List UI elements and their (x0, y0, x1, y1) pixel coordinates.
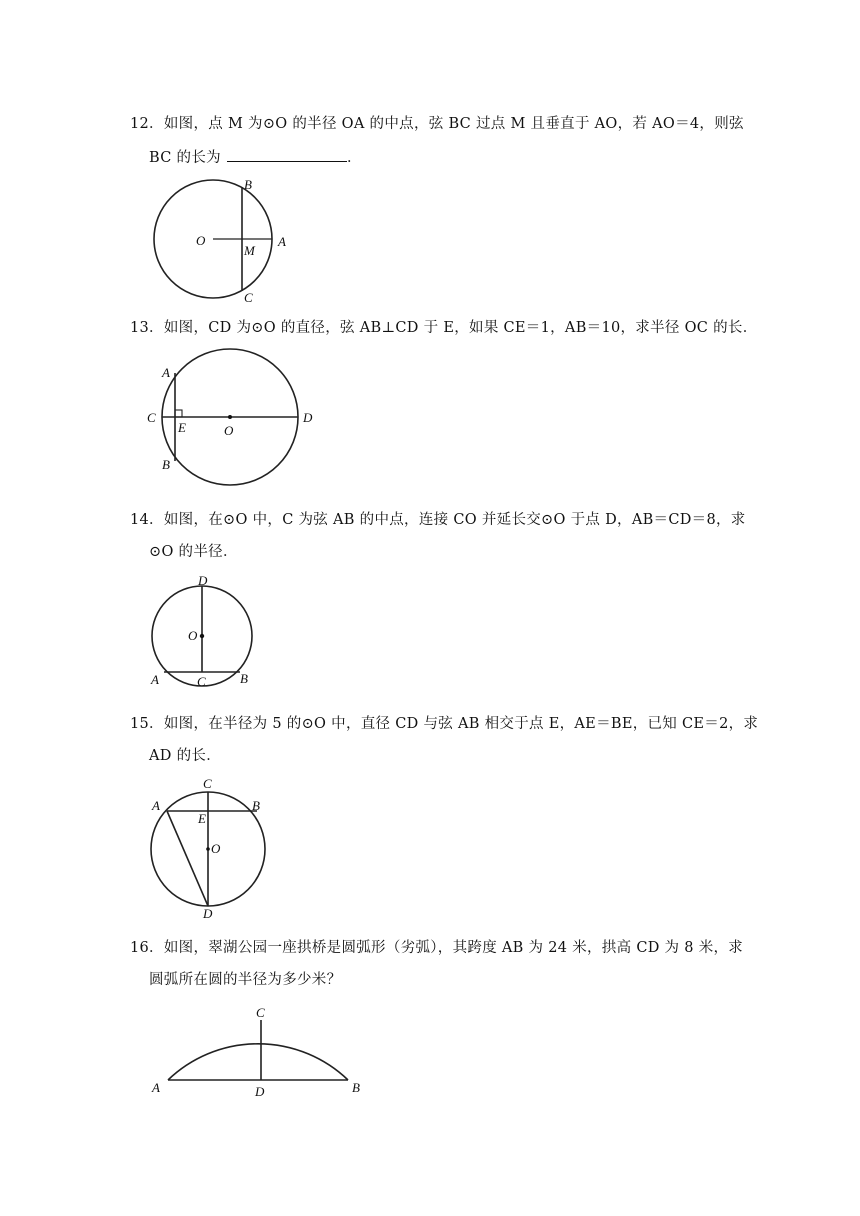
label-o: O (188, 628, 198, 643)
right-angle-mark (175, 410, 182, 417)
figure-14-circle-midpoint (140, 570, 270, 695)
label-c: C (256, 1005, 265, 1020)
label-a: A (162, 365, 170, 380)
problem-13-line-1: 13．如图，CD 为⊙O 的直径，弦 AB⊥CD 于 E，如果 CE＝1，AB＝10，求半径 OC 的长． (130, 320, 758, 336)
label-o: O (211, 841, 221, 856)
problem-14-line-1: 14．如图，在⊙O 中，C 为弦 AB 的中点，连接 CO 并延长交⊙O 于点 D，AB＝CD＝8，求 (130, 512, 746, 528)
label-b: B (244, 177, 252, 192)
figure-13-diameter-chord (140, 340, 330, 480)
center-dot (206, 847, 210, 851)
problem-14-line-2: ⊙O 的半径． (149, 544, 238, 560)
label-a: A (278, 234, 286, 249)
label-d: D (303, 410, 313, 425)
label-a: A (151, 672, 159, 687)
center-dot (228, 415, 232, 419)
label-c: C (147, 410, 156, 425)
figure-15-circle-intersect (140, 772, 280, 922)
label-b: B (240, 671, 248, 686)
label-o: O (196, 233, 206, 248)
label-a: A (152, 798, 160, 813)
problem-12-line-2 (149, 146, 362, 167)
problem-12-line-2-end: ． (346, 150, 362, 166)
problem-15-line-1: 15．如图，在半径为 5 的⊙O 中，直径 CD 与弦 AB 相交于点 E，AE＝BE，已知 CE＝2，求 (130, 716, 759, 732)
label-o: O (224, 423, 234, 438)
figure-16-arch-bridge (145, 1000, 375, 1105)
answer-blank[interactable] (227, 149, 347, 162)
problem-15-line-2: AD 的长． (149, 748, 222, 764)
label-b: B (352, 1080, 360, 1095)
label-b: B (252, 798, 260, 813)
problem-16-line-2: 圆弧所在圆的半径为多少米？ (149, 972, 342, 988)
label-c: C (244, 290, 253, 305)
label-d: D (203, 906, 213, 921)
problem-12-line-2-text: BC 的长为 (149, 150, 221, 166)
label-d: D (198, 573, 208, 588)
center-dot (200, 634, 204, 638)
label-m: M (244, 243, 255, 258)
label-e: E (178, 420, 186, 435)
label-d: D (255, 1084, 265, 1099)
figure-12-circle-chord (140, 170, 300, 310)
problem-16-line-1: 16．如图，翠湖公园一座拱桥是圆弧形（劣弧），其跨度 AB 为 24 米，拱高 CD 为 8 米，求 (130, 940, 744, 956)
label-b: B (162, 457, 170, 472)
label-a: A (152, 1080, 160, 1095)
label-e: E (198, 811, 206, 826)
label-c: C (203, 776, 212, 791)
problem-12-line-1: 12．如图，点 M 为⊙O 的半径 OA 的中点，弦 BC 过点 M 且垂直于 AO，若 AO＝4，则弦 (130, 116, 744, 132)
arc-acb (168, 1044, 348, 1080)
label-c: C (197, 674, 206, 689)
